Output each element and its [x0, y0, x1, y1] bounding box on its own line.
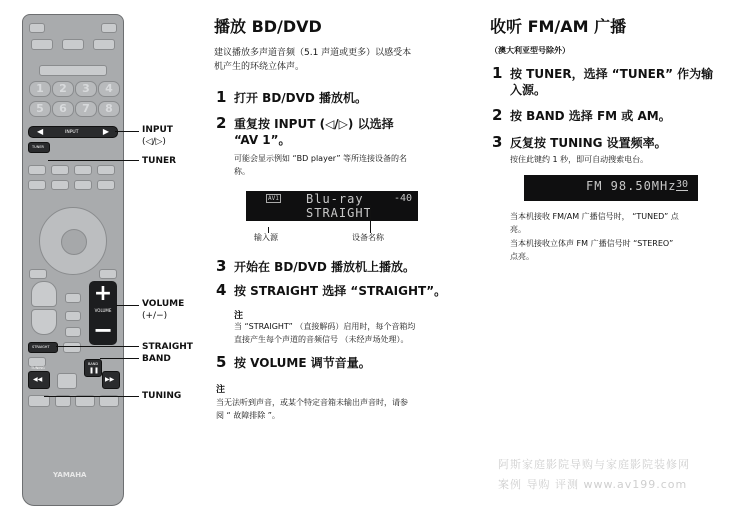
remote-fn-button-8[interactable] [97, 180, 115, 190]
remote-volume-button[interactable] [89, 281, 117, 345]
fm-step-1-text: 按 TUNER，选择 “TUNER” 作为输 [510, 67, 714, 81]
remote-enhancer-button[interactable] [65, 311, 81, 321]
bd-intro-line-1: 建议播放多声道音频（5.1 声道或更多）以感受本 [214, 48, 412, 58]
bd-display-line-1: Blu-ray [306, 192, 364, 206]
remote-program-button[interactable] [31, 281, 57, 307]
remote-tuning-label: TUNING [31, 366, 45, 370]
remote-scene-button[interactable] [31, 39, 53, 50]
remote-fn-button-3[interactable] [74, 165, 92, 175]
remote-fn-button-7[interactable] [74, 180, 92, 190]
fm-info-line-2: 亮。 [510, 225, 526, 234]
fm-section-title: 收听 FM/AM 广播 [490, 17, 627, 36]
bd-step-4-note-2: 直接产生每个声道的音频信号 （未经声场处理）。 [234, 335, 409, 344]
fm-info-line-1: 当本机接收 FM/AM 广播信号时， “TUNED” 点 [510, 212, 679, 221]
callout-input-label: INPUT [142, 125, 173, 135]
bd-step-1-text: 打开 BD/DVD 播放机。 [234, 91, 368, 105]
callout-line-input [115, 131, 139, 132]
remote-wide-button[interactable] [39, 65, 107, 76]
bd-step-5-text: 按 VOLUME 调节音量。 [234, 356, 371, 370]
bd-display-av-tag: AV1 [268, 195, 279, 202]
fm-step-3-note: 按住此键约 1 秒，即可自动搜索电台。 [510, 155, 649, 164]
fm-step-1-number: 1 [492, 64, 503, 82]
fm-step-3-number: 3 [492, 133, 503, 151]
fm-step-1-text-2: 入源。 [510, 83, 547, 97]
remote-straight-button[interactable] [28, 342, 58, 353]
bd-step-5-note-1: 当无法听到声音，或某个特定音箱未输出声音时，请参 [216, 398, 408, 407]
volume-minus-icon[interactable]: − [92, 316, 114, 344]
fm-display-frequency: FM 98.50MHz [586, 179, 677, 193]
fm-info-line-3: 当本机接收立体声 FM 广播信号时 “STEREO” [510, 239, 674, 248]
fm-step-2-text: 按 BAND 选择 FM 或 AM。 [510, 109, 671, 123]
bd-step-1-number: 1 [216, 88, 227, 106]
bd-display-leader-device [370, 205, 371, 233]
remote-return-button[interactable] [29, 269, 47, 279]
yamaha-logo: YAMAHA [53, 471, 87, 479]
bd-step-5-number: 5 [216, 353, 227, 371]
bd-step-2-text-2: “AV 1”。 [234, 133, 291, 147]
fm-display-preset: 30 [676, 179, 689, 190]
remote-dpad[interactable] [39, 207, 107, 275]
bd-step-4-number: 4 [216, 281, 227, 299]
remote-input-left-icon: ◀ [37, 127, 44, 136]
bd-step-4-note-1: 当 “STRAIGHT” （直接解码）启用时，每个音箱均 [234, 322, 416, 331]
remote-option-button[interactable] [99, 269, 117, 279]
remote-stop-button[interactable] [57, 373, 77, 389]
pause-icon: ❚❚ [89, 367, 100, 374]
bd-step-2-note-2: 称。 [234, 167, 250, 176]
remote-power-button[interactable] [29, 23, 45, 33]
remote-input-right-icon: ▶ [102, 127, 109, 136]
fm-section-subtitle: （澳大利亚型号除外） [490, 46, 570, 55]
remote-digit-8[interactable]: 8 [98, 101, 120, 117]
remote-mode-button[interactable] [63, 342, 81, 353]
bd-display-line-2: STRAIGHT [306, 206, 372, 220]
remote-hdmi-button[interactable] [93, 39, 115, 50]
callout-line-tuner [48, 160, 139, 161]
callout-band: BAND [142, 354, 171, 364]
remote-fn-button-5[interactable] [28, 180, 46, 190]
bd-step-4-note-title: 注 [234, 311, 244, 321]
bd-step-5-note-2: 阅 “ 故障排除 ”。 [216, 411, 280, 420]
remote-fn-button-1[interactable] [28, 165, 46, 175]
callout-line-tuning [44, 396, 139, 397]
fm-step-2-number: 2 [492, 106, 503, 124]
remote-digit-7[interactable]: 7 [75, 101, 97, 117]
callout-line-volume [116, 305, 139, 306]
callout-line-straight [56, 346, 139, 347]
volume-plus-icon[interactable]: + [93, 281, 113, 306]
rewind-icon: ◀◀ [33, 376, 43, 383]
callout-tuning: TUNING [142, 391, 182, 401]
remote-digit-2[interactable]: 2 [52, 81, 74, 97]
remote-pure-direct-button[interactable] [62, 39, 84, 50]
remote-fn-button-6[interactable] [51, 180, 69, 190]
watermark-line-2: 案例 导购 评测 www.av199.com [498, 478, 688, 491]
remote-volume-label: VOLUME [94, 308, 112, 313]
bd-section-title: 播放 BD/DVD [214, 17, 322, 36]
remote-program-down-button[interactable] [31, 309, 57, 335]
remote-digit-5[interactable]: 5 [29, 101, 51, 117]
bd-step-2-note-1: 可能会显示例如 “BD player” 等所连接设备的名 [234, 154, 408, 163]
bd-step-2-text: 重复按 INPUT (◁/▷) 以选择 [234, 117, 394, 131]
remote-tuning-down-button[interactable] [28, 371, 50, 389]
remote-fn-button-2[interactable] [51, 165, 69, 175]
remote-digit-6[interactable]: 6 [52, 101, 74, 117]
bd-display-input-caption: 输入源 [254, 233, 278, 242]
remote-digit-4[interactable]: 4 [98, 81, 120, 97]
bd-display-device-caption: 设备名称 [352, 233, 384, 242]
watermark-line-1: 阿斯家庭影院导购与家庭影院装修网 [498, 458, 690, 471]
callout-tuner: TUNER [142, 156, 177, 166]
remote-tuner-button[interactable] [28, 142, 50, 153]
bd-step-3-number: 3 [216, 257, 227, 275]
callout-volume [142, 298, 184, 322]
bd-step-3-text: 开始在 BD/DVD 播放机上播放。 [234, 260, 416, 274]
callout-input-sub: (◁/▷) [142, 137, 166, 147]
fm-step-3-text: 反复按 TUNING 设置频率。 [510, 136, 667, 150]
remote-straight-label: STRAIGHT [32, 345, 50, 349]
remote-band-button[interactable] [84, 359, 102, 377]
remote-input-label: INPUT [65, 130, 79, 135]
fast-forward-icon: ▶▶ [105, 376, 115, 383]
fm-info-line-4: 点亮。 [510, 252, 534, 261]
callout-volume-label: VOLUME [142, 299, 185, 309]
remote-digit-1[interactable]: 1 [29, 81, 51, 97]
remote-fn-button-4[interactable] [97, 165, 115, 175]
remote-digit-3[interactable]: 3 [75, 81, 97, 97]
remote-top-button[interactable] [101, 23, 117, 33]
bd-intro-line-2: 机产生的环绕立体声。 [214, 62, 305, 72]
remote-tuner-label: TUNER [32, 145, 44, 149]
callout-line-band [100, 358, 139, 359]
remote-tuning-up-button[interactable] [102, 371, 120, 389]
remote-input-button[interactable] [28, 126, 118, 138]
bd-step-4-text: 按 STRAIGHT 选择 “STRAIGHT”。 [234, 284, 447, 298]
remote-sleep-button[interactable] [65, 327, 81, 337]
remote-band-label: BAND [88, 362, 99, 366]
bd-step-2-number: 2 [216, 114, 227, 132]
remote-enter-button[interactable] [61, 229, 87, 255]
callout-straight: STRAIGHT [142, 342, 193, 352]
fm-front-display [524, 175, 698, 201]
bd-display-volume: -40 [394, 193, 413, 204]
bd-step-5-note-title: 注 [216, 385, 226, 395]
remote-control [22, 14, 124, 506]
callout-volume-sub: (+/−) [142, 311, 168, 321]
callout-input [142, 124, 173, 148]
remote-mute-button[interactable] [65, 293, 81, 303]
bd-front-display [246, 191, 418, 221]
